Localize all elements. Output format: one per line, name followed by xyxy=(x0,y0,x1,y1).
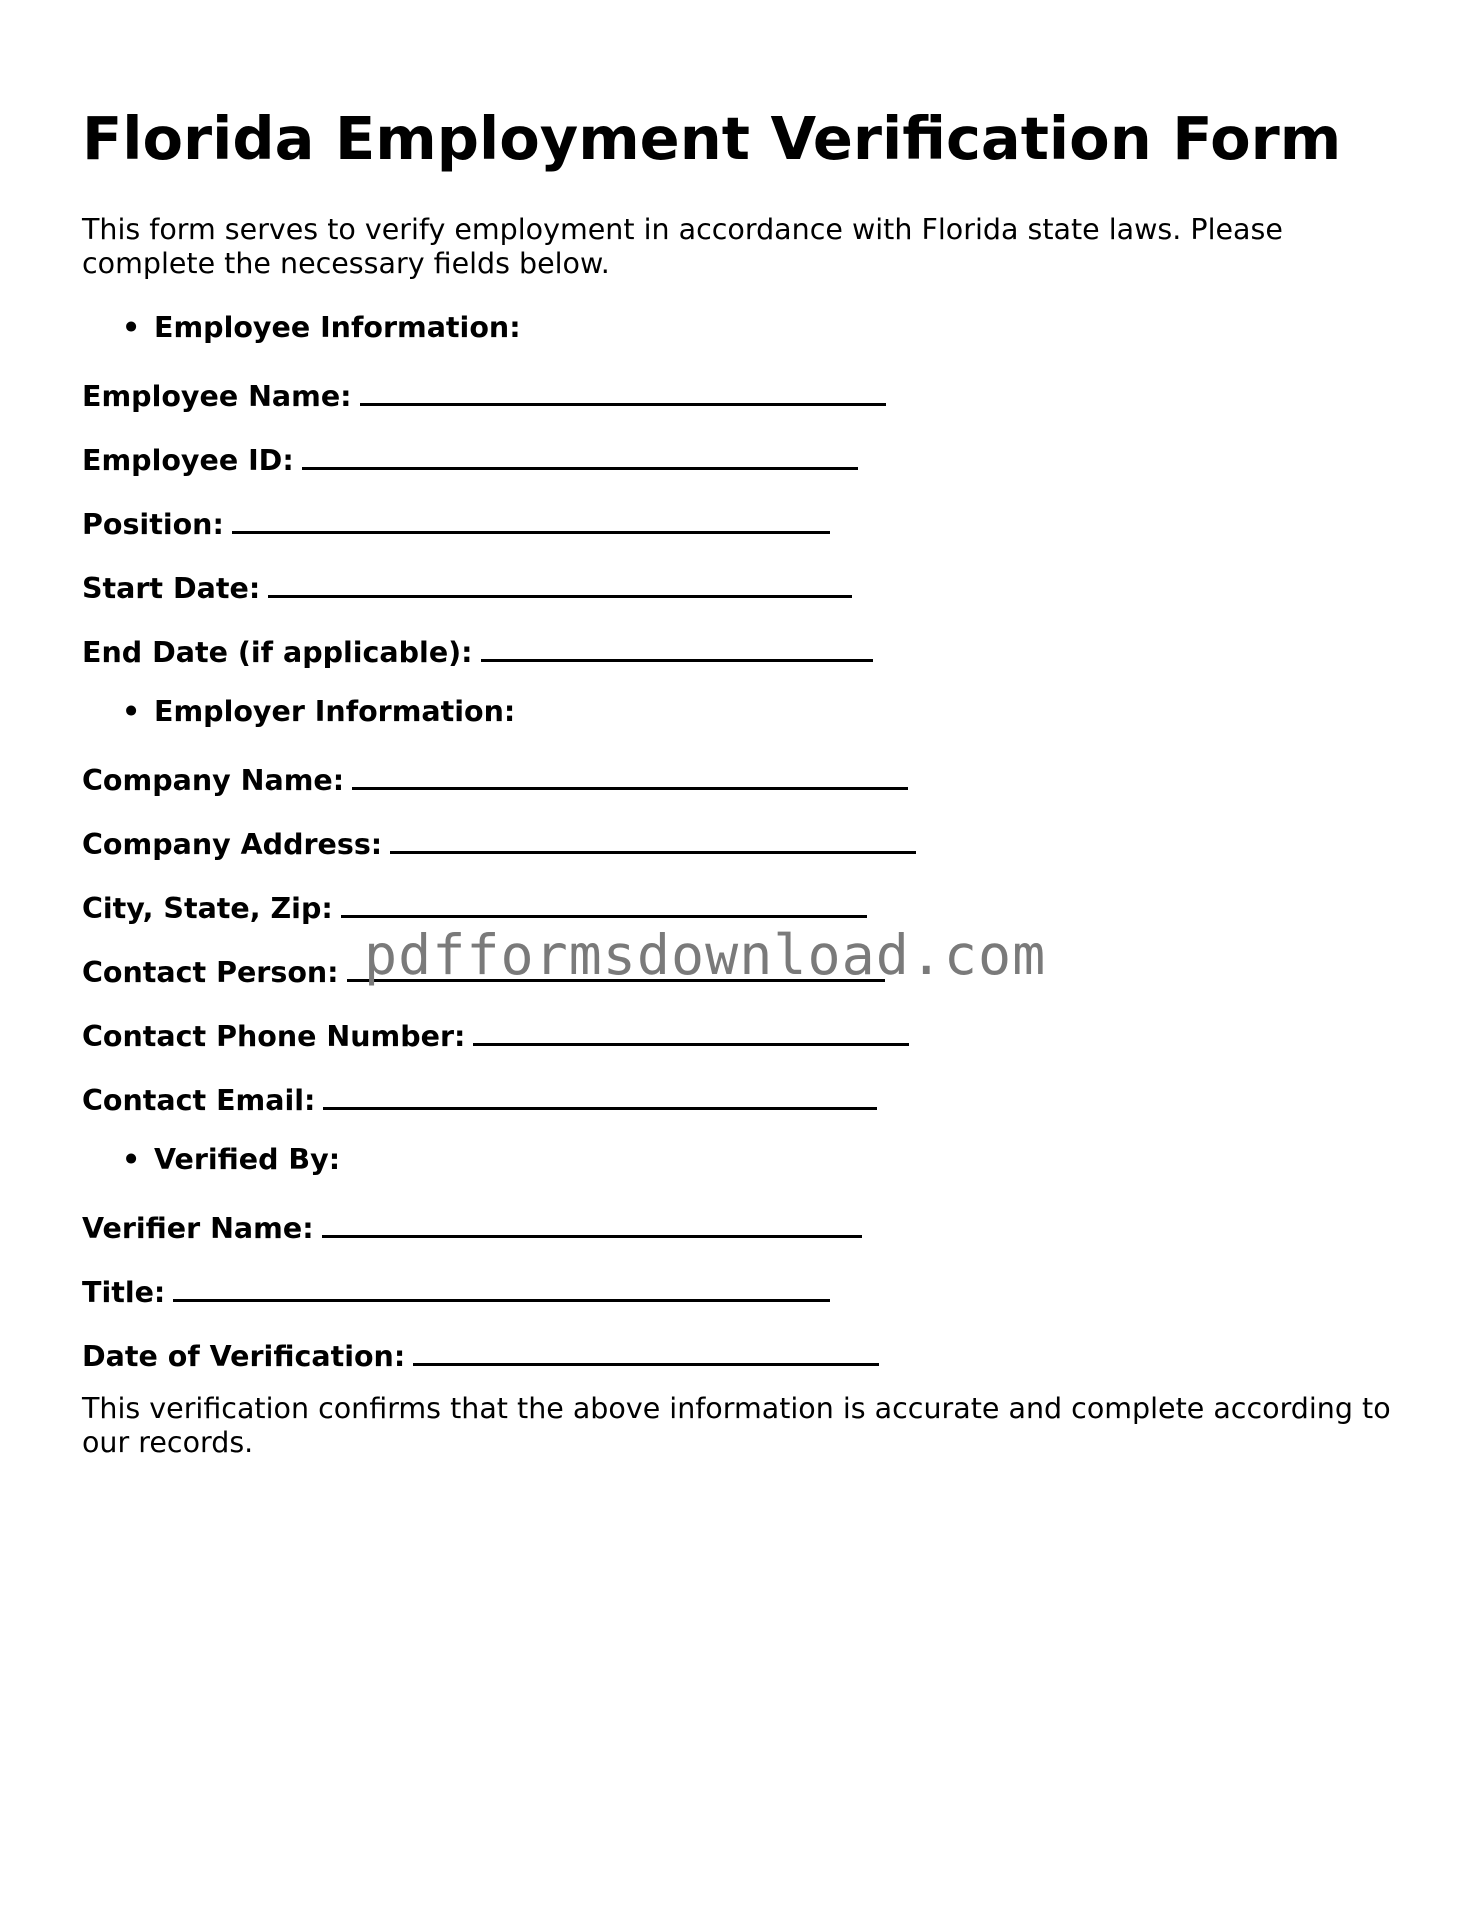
field-verifier-name xyxy=(82,1207,862,1246)
contact-phone-blank[interactable] xyxy=(473,1015,909,1046)
field-label: Company Address: xyxy=(82,828,383,861)
field-company-address xyxy=(82,823,916,862)
title-blank[interactable] xyxy=(173,1271,830,1302)
end-date-blank[interactable] xyxy=(481,631,873,662)
field-label: Verifier Name: xyxy=(82,1212,314,1245)
start-date-blank[interactable] xyxy=(268,567,852,598)
field-employee-name xyxy=(82,375,886,414)
employee-id-blank[interactable] xyxy=(302,439,858,470)
field-start-date xyxy=(82,567,852,606)
watermark: pdfformsdownload.com xyxy=(364,923,1047,987)
field-label: Contact Email: xyxy=(82,1084,316,1117)
date-of-verification-blank[interactable] xyxy=(413,1335,879,1366)
position-blank[interactable] xyxy=(232,503,830,534)
field-company-name xyxy=(82,759,908,798)
contact-email-blank[interactable] xyxy=(323,1079,877,1110)
field-label: Title: xyxy=(82,1276,166,1309)
intro-paragraph: This form serves to verify employment in accordance with Florida state laws. Please complete the necessary fields below. xyxy=(82,213,1283,280)
field-label: Contact Phone Number: xyxy=(82,1020,466,1053)
bullet-icon: • xyxy=(122,1143,141,1176)
field-label: Contact Person: xyxy=(82,956,339,989)
section-heading-label: Employer Information: xyxy=(154,695,516,728)
field-label: Employee Name: xyxy=(82,380,352,413)
closing-paragraph: This verification confirms that the above information is accurate and complete according to our records. xyxy=(82,1392,1391,1459)
field-label: Start Date: xyxy=(82,572,261,605)
section-heading-label: Verified By: xyxy=(154,1143,341,1176)
page-title: Florida Employment Verification Form xyxy=(82,104,1342,173)
field-contact-phone xyxy=(82,1015,909,1054)
field-label: Position: xyxy=(82,508,224,541)
section-heading-employer xyxy=(122,695,515,729)
field-title xyxy=(82,1271,830,1310)
field-date-of-verification xyxy=(82,1335,879,1374)
field-label: City, State, Zip: xyxy=(82,892,333,925)
bullet-icon: • xyxy=(122,695,141,728)
field-label: End Date (if applicable): xyxy=(82,636,473,669)
city-state-zip-blank[interactable] xyxy=(341,887,867,918)
bullet-icon: • xyxy=(122,311,141,344)
field-employee-id xyxy=(82,439,858,478)
company-address-blank[interactable] xyxy=(390,823,916,854)
field-label: Company Name: xyxy=(82,764,345,797)
field-contact-email xyxy=(82,1079,877,1118)
section-heading-employee xyxy=(122,311,521,345)
field-position xyxy=(82,503,830,542)
employee-name-blank[interactable] xyxy=(360,375,886,406)
field-label: Employee ID: xyxy=(82,444,294,477)
field-end-date xyxy=(82,631,873,670)
field-city-state-zip xyxy=(82,887,867,926)
company-name-blank[interactable] xyxy=(352,759,908,790)
verifier-name-blank[interactable] xyxy=(322,1207,862,1238)
field-label: Date of Verification: xyxy=(82,1340,406,1373)
section-heading-verified-by xyxy=(122,1143,340,1177)
section-heading-label: Employee Information: xyxy=(154,311,521,344)
